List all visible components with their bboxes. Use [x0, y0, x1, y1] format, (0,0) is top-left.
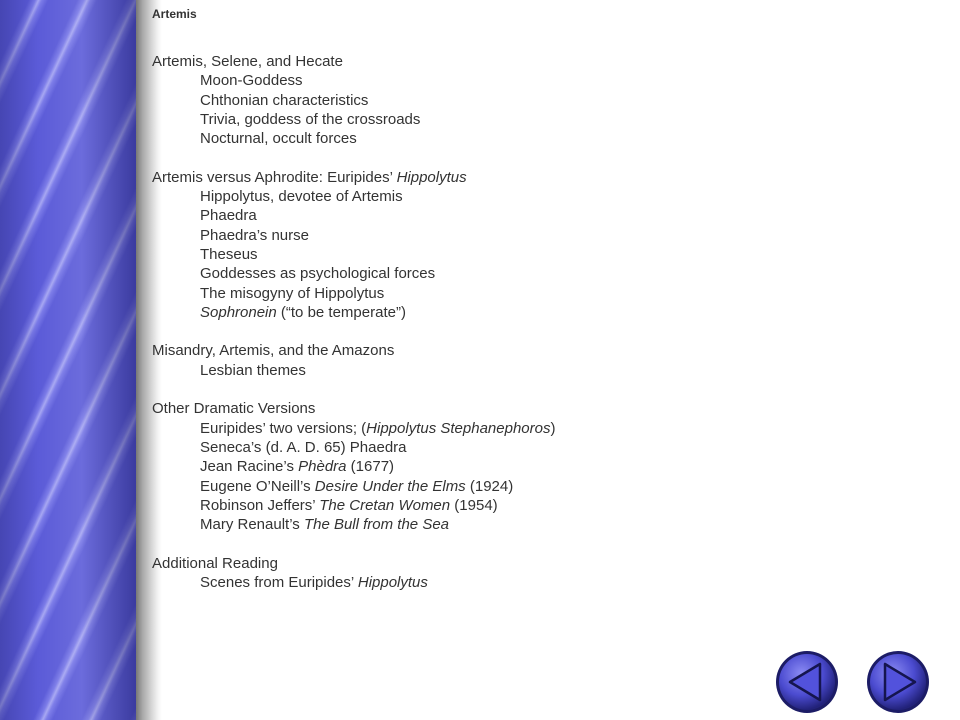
- list-item: [152, 303, 912, 322]
- topic-dramatic-versions: [152, 399, 912, 534]
- arrow-right-icon: [866, 650, 930, 714]
- list-item: Theseus: [200, 245, 258, 263]
- list-item: Phaedra’s nurse: [200, 226, 309, 244]
- list-item: [152, 573, 912, 592]
- list-item: Nocturnal, occult forces: [200, 130, 357, 148]
- list-item: [152, 496, 912, 515]
- list-item-text: (1954): [450, 496, 498, 514]
- topic-artemis-vs-aphrodite: [152, 168, 912, 322]
- list-item-italic: Desire Under the Elms: [314, 477, 466, 495]
- list-item: Goddesses as psychological forces: [200, 265, 436, 283]
- list-item-text: Jean Racine’s: [200, 458, 299, 476]
- list-item: Lesbian themes: [200, 361, 306, 379]
- slide-content: [152, 52, 912, 612]
- topic-misandry: [152, 341, 912, 380]
- list-item-text: Euripides’ two versions; (: [200, 419, 367, 437]
- topic-additional-reading: [152, 554, 912, 593]
- list-item: Seneca’s (d. A. D. 65) Phaedra: [200, 438, 407, 456]
- topic-artemis-selene-hecate: [152, 52, 912, 148]
- list-item: The misogyny of Hippolytus: [200, 284, 385, 302]
- topic-title: Other Dramatic Versions: [152, 400, 316, 418]
- topic-title: Additional Reading: [152, 554, 278, 572]
- list-item: [152, 457, 912, 476]
- list-item-italic: Hippolytus: [357, 574, 428, 592]
- list-item: Moon-Goddess: [200, 72, 303, 90]
- list-item: Trivia, goddess of the crossroads: [200, 110, 421, 128]
- list-item-text: (1924): [465, 477, 514, 495]
- list-item-text: Scenes from Euripides’: [200, 574, 358, 592]
- list-item-text: Mary Renault’s: [200, 516, 304, 534]
- topic-title: [152, 168, 912, 187]
- list-item-italic: Sophronein: [200, 303, 277, 321]
- next-slide-button[interactable]: [866, 650, 930, 714]
- topic-title: Artemis, Selene, and Hecate: [152, 53, 343, 70]
- arrow-left-icon: [775, 650, 839, 714]
- list-item: Hippolytus, devotee of Artemis: [200, 188, 403, 206]
- slide-header: Artemis: [152, 7, 197, 21]
- topic-title-text: Artemis versus Aphrodite: Euripides’: [152, 168, 397, 186]
- topic-title-italic: Hippolytus: [396, 168, 467, 186]
- list-item: [152, 515, 912, 534]
- list-item-italic: The Cretan Women: [319, 496, 451, 514]
- list-item-text: Eugene O’Neill’s: [200, 477, 315, 495]
- list-item-text: ): [550, 419, 556, 437]
- previous-slide-button[interactable]: [775, 650, 839, 714]
- list-item: Phaedra: [200, 207, 257, 225]
- topic-title: Misandry, Artemis, and the Amazons: [152, 342, 395, 360]
- list-item-italic: Hippolytus Stephanephoros: [366, 419, 551, 437]
- list-item: [152, 477, 912, 496]
- list-item-text: Robinson Jeffers’: [200, 496, 320, 514]
- list-item-italic: The Bull from the Sea: [303, 516, 450, 534]
- list-item-text: (1677): [346, 458, 395, 476]
- list-item: [152, 419, 912, 438]
- list-item-text: (“to be temperate”): [276, 303, 406, 321]
- list-item-italic: Phèdra: [298, 458, 347, 476]
- list-item: Chthonian characteristics: [200, 91, 369, 109]
- sidebar-decoration: [0, 0, 136, 720]
